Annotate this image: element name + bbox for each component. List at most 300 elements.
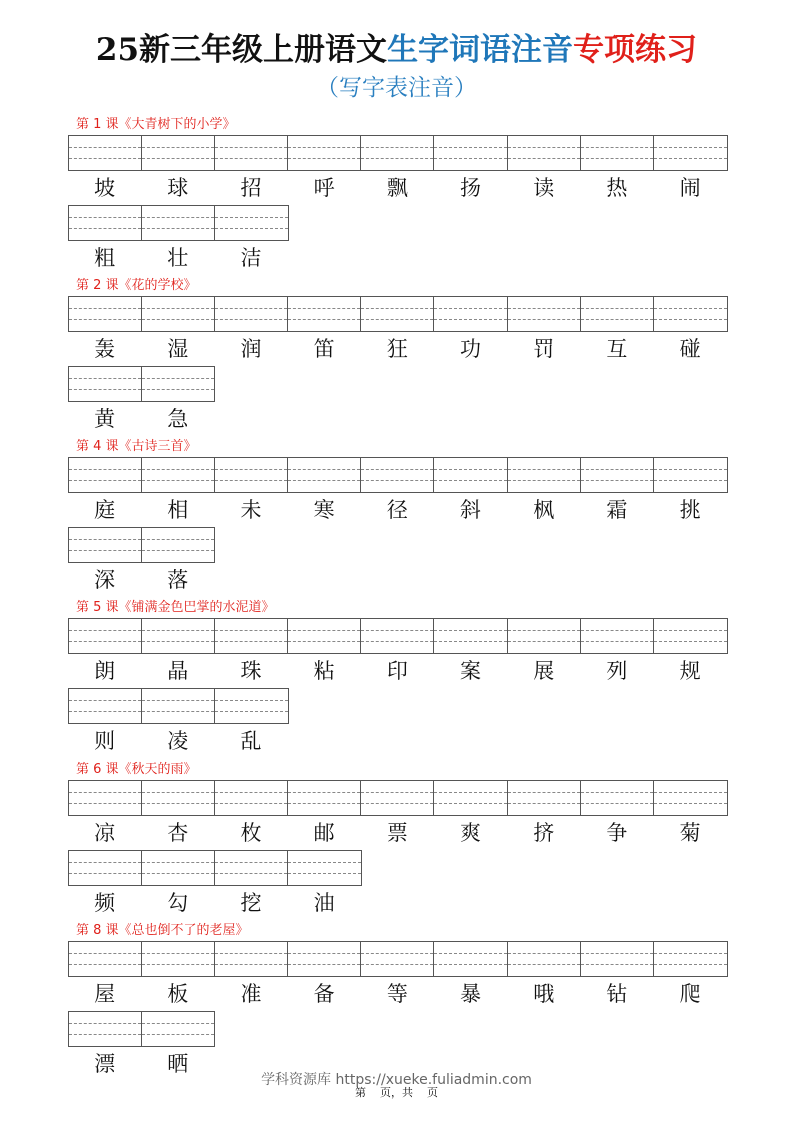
guide-line	[654, 953, 727, 954]
guide-line	[508, 630, 580, 631]
hanzi-character: 漂	[94, 1052, 116, 1076]
guide-line	[288, 158, 360, 159]
guide-line	[581, 630, 653, 631]
guide-line	[215, 953, 287, 954]
guide-line	[508, 319, 580, 320]
guide-line	[654, 319, 727, 320]
title-part-black: 25新三年级上册语文	[95, 32, 388, 68]
pinyin-cell[interactable]	[361, 136, 434, 170]
guide-line	[361, 480, 433, 481]
hanzi-character: 枚	[240, 821, 262, 845]
pinyin-cell[interactable]	[142, 136, 215, 170]
guide-line	[215, 630, 287, 631]
pinyin-cell[interactable]	[288, 136, 361, 170]
guide-line	[581, 308, 653, 309]
pinyin-cell[interactable]	[142, 1012, 215, 1046]
guide-line	[142, 147, 214, 148]
guide-line	[142, 550, 215, 551]
character-row	[68, 890, 361, 916]
guide-line	[69, 158, 141, 159]
pinyin-cell[interactable]	[361, 297, 434, 331]
pinyin-cell[interactable]	[581, 942, 654, 976]
hanzi-character: 读	[533, 176, 555, 200]
hanzi-character: 晶	[167, 659, 189, 683]
guide-line	[142, 711, 214, 712]
pinyin-cell[interactable]	[581, 136, 654, 170]
guide-line	[142, 308, 214, 309]
guide-line	[288, 792, 360, 793]
pinyin-cell[interactable]	[434, 297, 507, 331]
guide-line	[69, 389, 141, 390]
guide-line	[142, 641, 214, 642]
hanzi-character: 等	[386, 982, 408, 1006]
pinyin-cell[interactable]	[434, 619, 507, 653]
hanzi-character: 相	[167, 498, 189, 522]
hanzi-character: 碰	[679, 337, 701, 361]
guide-line	[69, 319, 141, 320]
pinyin-cell[interactable]	[581, 297, 654, 331]
guide-line	[581, 803, 653, 804]
guide-line	[215, 308, 287, 309]
pinyin-cell[interactable]	[142, 528, 215, 562]
character-row	[68, 728, 288, 754]
hanzi-character: 轰	[94, 337, 116, 361]
character-row	[68, 336, 727, 362]
guide-line	[654, 469, 727, 470]
pinyin-cell[interactable]	[142, 851, 215, 885]
pinyin-cell[interactable]	[215, 619, 288, 653]
guide-line	[508, 308, 580, 309]
pinyin-cell[interactable]	[654, 458, 727, 492]
page-subtitle: （写字表注音）	[316, 75, 477, 101]
guide-line	[215, 873, 287, 874]
guide-line	[69, 630, 141, 631]
guide-line	[361, 803, 433, 804]
hanzi-character: 狂	[386, 337, 408, 361]
guide-line	[288, 319, 360, 320]
guide-line	[288, 147, 360, 148]
pinyin-cell[interactable]	[69, 942, 142, 976]
hanzi-character: 湿	[167, 337, 189, 361]
hanzi-character: 钻	[606, 982, 628, 1006]
guide-line	[215, 158, 287, 159]
watermark: 学科资源库 https://xueke.fuliadmin.com	[261, 1072, 532, 1088]
guide-line	[69, 711, 141, 712]
pinyin-cell[interactable]	[581, 458, 654, 492]
pinyin-cell[interactable]	[69, 297, 142, 331]
guide-line	[581, 319, 653, 320]
hanzi-character: 展	[533, 659, 555, 683]
guide-line	[69, 228, 141, 229]
guide-line	[215, 217, 288, 218]
pinyin-cell[interactable]	[215, 781, 288, 815]
pinyin-cell[interactable]	[215, 689, 288, 723]
guide-line	[581, 792, 653, 793]
pinyin-writing-grid	[68, 205, 289, 241]
pinyin-cell[interactable]	[142, 367, 215, 401]
guide-line	[215, 641, 287, 642]
hanzi-character: 闹	[679, 176, 701, 200]
pinyin-cell[interactable]	[508, 136, 581, 170]
hanzi-character: 径	[386, 498, 408, 522]
lesson-title: 第 8 课《总也倒不了的老屋》	[76, 923, 249, 938]
guide-line	[142, 217, 214, 218]
hanzi-character: 案	[460, 659, 482, 683]
pinyin-cell[interactable]	[508, 942, 581, 976]
guide-line	[215, 803, 287, 804]
hanzi-character: 邮	[313, 821, 335, 845]
pinyin-cell[interactable]	[69, 689, 142, 723]
pinyin-writing-grid	[68, 780, 728, 816]
guide-line	[69, 641, 141, 642]
hanzi-character: 朗	[94, 659, 116, 683]
guide-line	[69, 1023, 141, 1024]
pinyin-cell[interactable]	[581, 781, 654, 815]
guide-line	[215, 469, 287, 470]
guide-line	[361, 641, 433, 642]
pinyin-cell[interactable]	[69, 619, 142, 653]
pinyin-cell[interactable]	[434, 781, 507, 815]
pinyin-cell[interactable]	[508, 619, 581, 653]
hanzi-character: 则	[94, 729, 116, 753]
hanzi-character: 球	[167, 176, 189, 200]
pinyin-cell[interactable]	[288, 297, 361, 331]
lesson-title: 第 1 课《大青树下的小学》	[76, 117, 236, 132]
hanzi-character: 深	[94, 568, 116, 592]
guide-line	[142, 469, 214, 470]
guide-line	[654, 792, 727, 793]
guide-line	[215, 792, 287, 793]
pinyin-cell[interactable]	[288, 619, 361, 653]
guide-line	[288, 480, 360, 481]
pinyin-cell[interactable]	[69, 136, 142, 170]
hanzi-character: 粘	[313, 659, 335, 683]
hanzi-character: 凌	[167, 729, 189, 753]
guide-line	[69, 803, 141, 804]
hanzi-character: 备	[313, 982, 335, 1006]
guide-line	[288, 469, 360, 470]
character-row	[68, 981, 727, 1007]
pinyin-cell[interactable]	[142, 781, 215, 815]
hanzi-character: 寒	[313, 498, 335, 522]
hanzi-character: 油	[313, 891, 335, 915]
guide-line	[69, 873, 141, 874]
guide-line	[69, 469, 141, 470]
hanzi-character: 暴	[460, 982, 482, 1006]
guide-line	[215, 862, 287, 863]
hanzi-character: 壮	[167, 246, 189, 270]
guide-line	[581, 953, 653, 954]
pinyin-cell[interactable]	[434, 942, 507, 976]
pinyin-cell[interactable]	[361, 781, 434, 815]
guide-line	[434, 480, 506, 481]
pinyin-writing-grid	[68, 366, 215, 402]
pinyin-cell[interactable]	[69, 781, 142, 815]
guide-line	[434, 469, 506, 470]
pinyin-cell[interactable]	[654, 942, 727, 976]
guide-line	[215, 964, 287, 965]
guide-line	[142, 228, 214, 229]
guide-line	[508, 469, 580, 470]
pinyin-cell[interactable]	[508, 781, 581, 815]
lesson-title: 第 5 课《铺满金色巴掌的水泥道》	[76, 600, 275, 615]
pinyin-cell[interactable]	[142, 297, 215, 331]
guide-line	[654, 964, 727, 965]
hanzi-character: 落	[167, 568, 189, 592]
guide-line	[142, 389, 215, 390]
hanzi-character: 规	[679, 659, 701, 683]
character-row	[68, 658, 727, 684]
guide-line	[581, 469, 653, 470]
hanzi-character: 坡	[94, 176, 116, 200]
hanzi-character: 枫	[533, 498, 555, 522]
hanzi-character: 挑	[679, 498, 701, 522]
pinyin-cell[interactable]	[142, 942, 215, 976]
pinyin-writing-grid	[68, 1011, 215, 1047]
hanzi-character: 笛	[313, 337, 335, 361]
guide-line	[654, 480, 727, 481]
pinyin-cell[interactable]	[69, 851, 142, 885]
guide-line	[142, 539, 215, 540]
guide-line	[215, 480, 287, 481]
guide-line	[654, 803, 727, 804]
guide-line	[142, 873, 214, 874]
hanzi-character: 粗	[94, 246, 116, 270]
hanzi-character: 印	[386, 659, 408, 683]
pinyin-cell[interactable]	[581, 619, 654, 653]
hanzi-character: 菊	[679, 821, 701, 845]
pinyin-cell[interactable]	[69, 458, 142, 492]
pinyin-cell[interactable]	[508, 458, 581, 492]
hanzi-character: 珠	[240, 659, 262, 683]
guide-line	[69, 378, 141, 379]
guide-line	[288, 953, 360, 954]
guide-line	[69, 539, 141, 540]
guide-line	[288, 308, 360, 309]
pinyin-cell[interactable]	[142, 458, 215, 492]
pinyin-cell[interactable]	[654, 781, 727, 815]
guide-line	[142, 953, 214, 954]
guide-line	[288, 964, 360, 965]
guide-line	[69, 550, 141, 551]
pinyin-cell[interactable]	[434, 458, 507, 492]
guide-line	[434, 630, 506, 631]
hanzi-character: 洁	[240, 246, 262, 270]
hanzi-character: 挖	[240, 891, 262, 915]
guide-line	[361, 953, 433, 954]
hanzi-character: 晒	[167, 1052, 189, 1076]
guide-line	[215, 147, 287, 148]
pinyin-cell[interactable]	[215, 458, 288, 492]
hanzi-character: 爽	[460, 821, 482, 845]
guide-line	[288, 630, 360, 631]
hanzi-character: 列	[606, 659, 628, 683]
guide-line	[142, 319, 214, 320]
hanzi-character: 爬	[679, 982, 701, 1006]
guide-line	[361, 964, 433, 965]
hanzi-character: 黄	[94, 407, 116, 431]
guide-line	[142, 480, 214, 481]
guide-line	[69, 480, 141, 481]
pinyin-writing-grid	[68, 527, 215, 563]
guide-line	[288, 641, 360, 642]
hanzi-character: 庭	[94, 498, 116, 522]
pinyin-writing-grid	[68, 135, 728, 171]
guide-line	[288, 873, 361, 874]
pinyin-writing-grid	[68, 941, 728, 977]
hanzi-character: 热	[606, 176, 628, 200]
pinyin-cell[interactable]	[215, 851, 288, 885]
guide-line	[508, 792, 580, 793]
guide-line	[361, 308, 433, 309]
guide-line	[434, 964, 506, 965]
pinyin-cell[interactable]	[215, 206, 288, 240]
guide-line	[434, 158, 506, 159]
guide-line	[215, 700, 288, 701]
hanzi-character: 扬	[460, 176, 482, 200]
guide-line	[434, 953, 506, 954]
pinyin-cell[interactable]	[215, 136, 288, 170]
guide-line	[142, 700, 214, 701]
guide-line	[508, 147, 580, 148]
pinyin-writing-grid	[68, 296, 728, 332]
pinyin-cell[interactable]	[654, 619, 727, 653]
hanzi-character: 屋	[94, 982, 116, 1006]
guide-line	[142, 158, 214, 159]
guide-line	[69, 700, 141, 701]
pinyin-cell[interactable]	[508, 297, 581, 331]
pinyin-cell[interactable]	[288, 781, 361, 815]
guide-line	[508, 480, 580, 481]
guide-line	[434, 792, 506, 793]
guide-line	[142, 964, 214, 965]
pinyin-cell[interactable]	[215, 942, 288, 976]
pinyin-cell[interactable]	[69, 528, 142, 562]
lesson-title: 第 4 课《古诗三首》	[76, 439, 197, 454]
pinyin-cell[interactable]	[654, 297, 727, 331]
pinyin-writing-grid	[68, 850, 362, 886]
pinyin-cell[interactable]	[361, 619, 434, 653]
pinyin-cell[interactable]	[288, 458, 361, 492]
guide-line	[434, 319, 506, 320]
lesson-title: 第 2 课《花的学校》	[76, 278, 197, 293]
guide-line	[69, 147, 141, 148]
guide-line	[508, 953, 580, 954]
guide-line	[69, 792, 141, 793]
guide-line	[508, 803, 580, 804]
hanzi-character: 争	[606, 821, 628, 845]
pinyin-cell[interactable]	[142, 206, 215, 240]
character-row	[68, 175, 727, 201]
guide-line	[215, 319, 287, 320]
page-number: 第 页，共 页	[355, 1086, 438, 1099]
character-row	[68, 406, 214, 432]
pinyin-writing-grid	[68, 618, 728, 654]
hanzi-character: 罚	[533, 337, 555, 361]
guide-line	[69, 953, 141, 954]
hanzi-character: 互	[606, 337, 628, 361]
guide-line	[142, 803, 214, 804]
pinyin-writing-grid	[68, 688, 289, 724]
guide-line	[581, 147, 653, 148]
pinyin-cell[interactable]	[288, 851, 361, 885]
hanzi-character: 霜	[606, 498, 628, 522]
character-row	[68, 820, 727, 846]
hanzi-character: 挤	[533, 821, 555, 845]
hanzi-character: 飘	[386, 176, 408, 200]
guide-line	[142, 1023, 215, 1024]
hanzi-character: 勾	[167, 891, 189, 915]
guide-line	[654, 308, 727, 309]
guide-line	[508, 641, 580, 642]
hanzi-character: 呼	[313, 176, 335, 200]
hanzi-character: 急	[167, 407, 189, 431]
guide-line	[434, 147, 506, 148]
hanzi-character: 润	[240, 337, 262, 361]
guide-line	[361, 630, 433, 631]
guide-line	[361, 319, 433, 320]
guide-line	[434, 641, 506, 642]
pinyin-cell[interactable]	[69, 206, 142, 240]
hanzi-character: 招	[240, 176, 262, 200]
guide-line	[142, 378, 215, 379]
pinyin-cell[interactable]	[654, 136, 727, 170]
hanzi-character: 票	[386, 821, 408, 845]
guide-line	[361, 147, 433, 148]
pinyin-cell[interactable]	[215, 297, 288, 331]
pinyin-cell[interactable]	[69, 367, 142, 401]
guide-line	[142, 1034, 215, 1035]
guide-line	[361, 792, 433, 793]
hanzi-character: 未	[240, 498, 262, 522]
guide-line	[654, 147, 727, 148]
hanzi-character: 频	[94, 891, 116, 915]
pinyin-cell[interactable]	[69, 1012, 142, 1046]
guide-line	[69, 862, 141, 863]
title-part-blue: 生字词语注音	[387, 32, 574, 68]
page-title	[0, 30, 793, 70]
pinyin-cell[interactable]	[361, 942, 434, 976]
hanzi-character: 凉	[94, 821, 116, 845]
guide-line	[142, 792, 214, 793]
pinyin-cell[interactable]	[434, 136, 507, 170]
guide-line	[581, 641, 653, 642]
hanzi-character: 准	[240, 982, 262, 1006]
guide-line	[434, 803, 506, 804]
guide-line	[288, 803, 360, 804]
guide-line	[69, 217, 141, 218]
guide-line	[142, 862, 214, 863]
pinyin-cell[interactable]	[142, 619, 215, 653]
lesson-title: 第 6 课《秋天的雨》	[76, 762, 197, 777]
guide-line	[654, 641, 727, 642]
character-row	[68, 497, 727, 523]
hanzi-character: 乱	[240, 729, 262, 753]
pinyin-cell[interactable]	[361, 458, 434, 492]
guide-line	[288, 862, 361, 863]
guide-line	[69, 1034, 141, 1035]
guide-line	[361, 158, 433, 159]
pinyin-cell[interactable]	[288, 942, 361, 976]
guide-line	[508, 964, 580, 965]
character-row	[68, 567, 214, 593]
guide-line	[69, 964, 141, 965]
pinyin-cell[interactable]	[142, 689, 215, 723]
hanzi-character: 杏	[167, 821, 189, 845]
guide-line	[654, 630, 727, 631]
character-row	[68, 245, 288, 271]
guide-line	[508, 158, 580, 159]
